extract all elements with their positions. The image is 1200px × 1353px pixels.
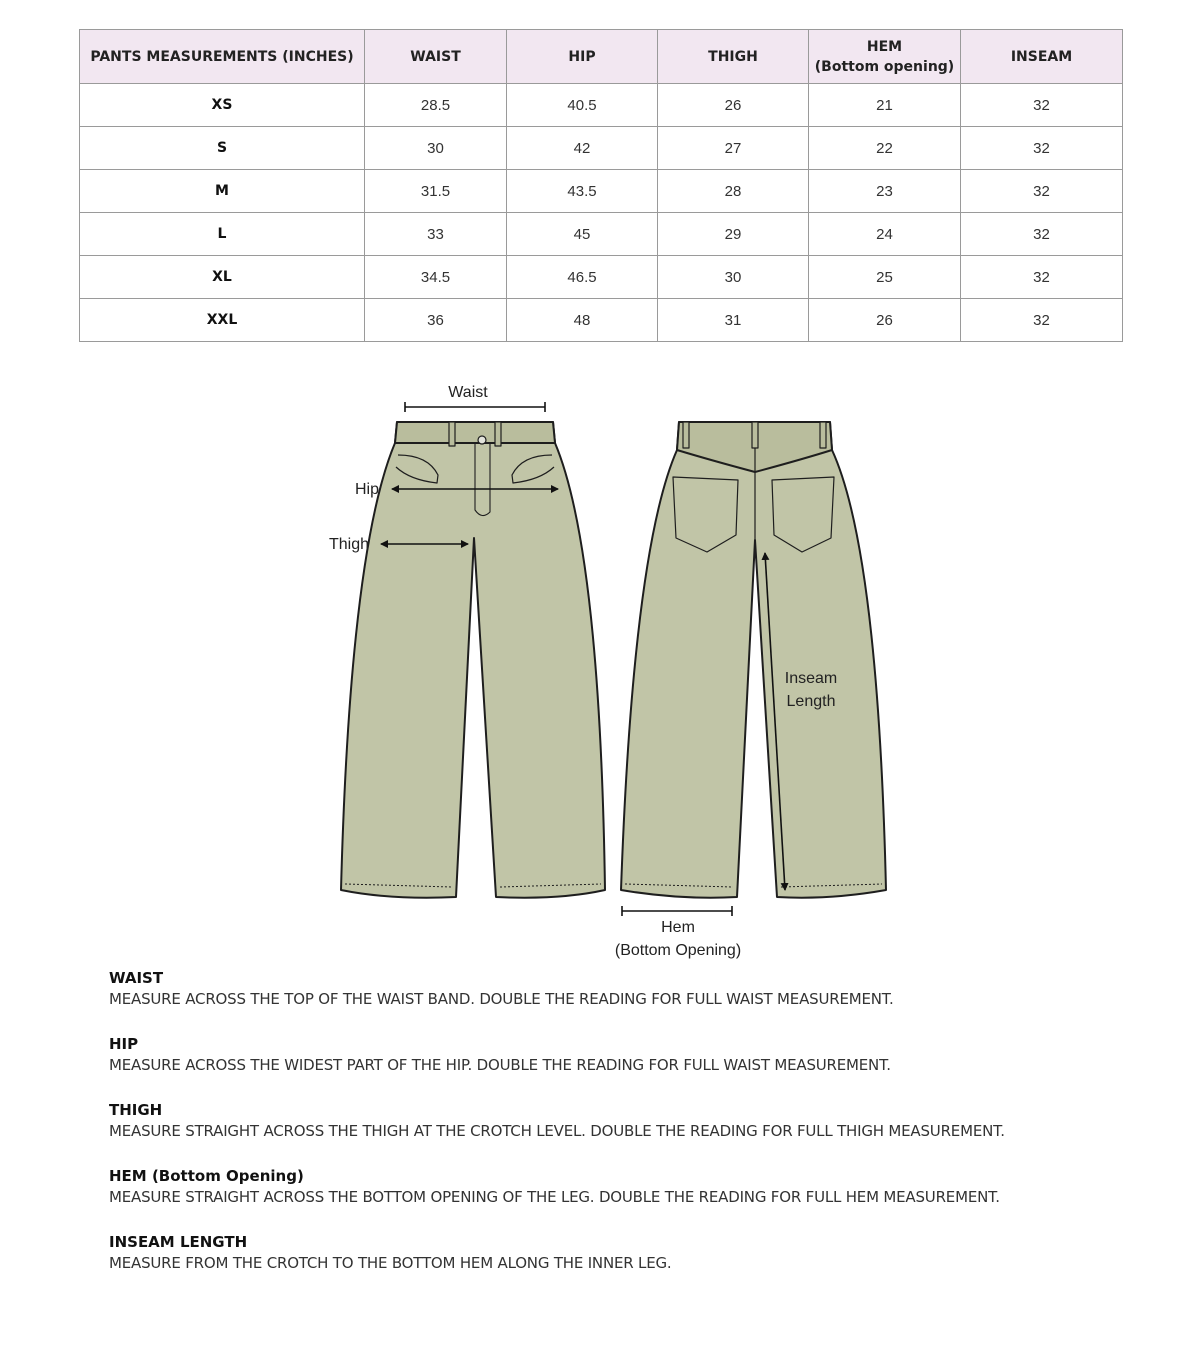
front-waistband — [395, 422, 555, 443]
instruction-body: MEASURE FROM THE CROTCH TO THE BOTTOM HEM ALONG THE INNER LEG. — [109, 1254, 672, 1272]
instruction-hip — [109, 1034, 1169, 1076]
hem-cell: 26 — [809, 299, 961, 342]
size-cell: XS — [80, 84, 365, 127]
back-belt-loop-left — [683, 422, 689, 448]
pants-back-illustration — [621, 422, 886, 898]
pants-front-illustration — [341, 422, 605, 898]
hem-label-line1: Hem — [661, 919, 695, 936]
thigh-label: Thigh — [328, 536, 370, 553]
hip-cell: 46.5 — [507, 256, 658, 299]
table-row — [80, 299, 1123, 342]
header-waist: WAIST — [365, 30, 507, 84]
waist-cell: 31.5 — [365, 170, 507, 213]
inseam-cell: 32 — [961, 256, 1123, 299]
size-chart-table — [79, 29, 1123, 342]
instruction-body: MEASURE STRAIGHT ACROSS THE BOTTOM OPENING OF THE LEG. DOUBLE THE READING FOR FULL HEM MEASUREMENT. — [109, 1188, 1000, 1206]
waist-cell: 34.5 — [365, 256, 507, 299]
instruction-hem — [109, 1166, 1169, 1208]
hem-cell: 21 — [809, 84, 961, 127]
instruction-body: MEASURE ACROSS THE WIDEST PART OF THE HIP. DOUBLE THE READING FOR FULL WAIST MEASUREMENT. — [109, 1056, 891, 1074]
table-row — [80, 127, 1123, 170]
header-hem — [809, 30, 961, 84]
waist-cell: 33 — [365, 213, 507, 256]
thigh-cell: 30 — [658, 256, 809, 299]
size-cell: L — [80, 213, 365, 256]
instruction-title: THIGH — [109, 1101, 163, 1119]
header-hem-sublabel: (Bottom opening) — [814, 58, 955, 75]
pants-measurement-diagram — [0, 360, 1200, 965]
inseam-cell: 32 — [961, 127, 1123, 170]
instruction-title: INSEAM LENGTH — [109, 1233, 248, 1251]
header-hem-label: HEM — [866, 38, 903, 55]
front-belt-loop-right — [495, 422, 501, 446]
header-thigh: THIGH — [658, 30, 809, 84]
inseam-cell: 32 — [961, 84, 1123, 127]
hip-cell: 45 — [507, 213, 658, 256]
hip-cell: 42 — [507, 127, 658, 170]
header-hip: HIP — [507, 30, 658, 84]
inseam-cell: 32 — [961, 213, 1123, 256]
hip-label: Hip — [354, 481, 380, 498]
instruction-waist — [109, 968, 1169, 1010]
measurement-instructions — [109, 968, 1169, 1298]
hip-cell: 43.5 — [507, 170, 658, 213]
table-row — [80, 213, 1123, 256]
size-cell: XL — [80, 256, 365, 299]
inseam-cell: 32 — [961, 299, 1123, 342]
instruction-title: HIP — [109, 1035, 139, 1053]
thigh-cell: 31 — [658, 299, 809, 342]
hip-cell: 40.5 — [507, 84, 658, 127]
hem-cell: 23 — [809, 170, 961, 213]
front-pants-body — [341, 422, 605, 898]
hem-cell: 25 — [809, 256, 961, 299]
size-cell: S — [80, 127, 365, 170]
hem-cell: 24 — [809, 213, 961, 256]
hip-cell: 48 — [507, 299, 658, 342]
instruction-title: HEM (Bottom Opening) — [109, 1167, 304, 1185]
hem-label-line2: (Bottom Opening) — [614, 942, 742, 959]
waist-cell: 28.5 — [365, 84, 507, 127]
size-cell: XXL — [80, 299, 365, 342]
back-belt-loop-center — [752, 422, 758, 448]
inseam-label-line2: Length — [786, 693, 836, 710]
back-belt-loop-right — [820, 422, 826, 448]
inseam-label-line1: Inseam — [784, 670, 838, 687]
instruction-body: MEASURE ACROSS THE TOP OF THE WAIST BAND. DOUBLE THE READING FOR FULL WAIST MEASUREMENT. — [109, 990, 894, 1008]
thigh-cell: 28 — [658, 170, 809, 213]
inseam-cell: 32 — [961, 170, 1123, 213]
thigh-cell: 29 — [658, 213, 809, 256]
size-cell: M — [80, 170, 365, 213]
thigh-cell: 26 — [658, 84, 809, 127]
hem-cell: 22 — [809, 127, 961, 170]
front-button — [478, 436, 486, 444]
instruction-title: WAIST — [109, 969, 164, 987]
instruction-inseam — [109, 1232, 1169, 1274]
instruction-thigh — [109, 1100, 1169, 1142]
front-belt-loop-left — [449, 422, 455, 446]
back-pants-body — [621, 422, 886, 898]
waist-label: Waist — [448, 384, 488, 401]
table-header-row — [80, 30, 1123, 84]
table-row — [80, 256, 1123, 299]
table-row — [80, 84, 1123, 127]
header-inseam: INSEAM — [961, 30, 1123, 84]
header-measurements: PANTS MEASUREMENTS (INCHES) — [80, 30, 365, 84]
waist-cell: 36 — [365, 299, 507, 342]
waist-cell: 30 — [365, 127, 507, 170]
instruction-body: MEASURE STRAIGHT ACROSS THE THIGH AT THE CROTCH LEVEL. DOUBLE THE READING FOR FULL THIGH MEASUREMENT. — [109, 1122, 1005, 1140]
table-row — [80, 170, 1123, 213]
thigh-cell: 27 — [658, 127, 809, 170]
